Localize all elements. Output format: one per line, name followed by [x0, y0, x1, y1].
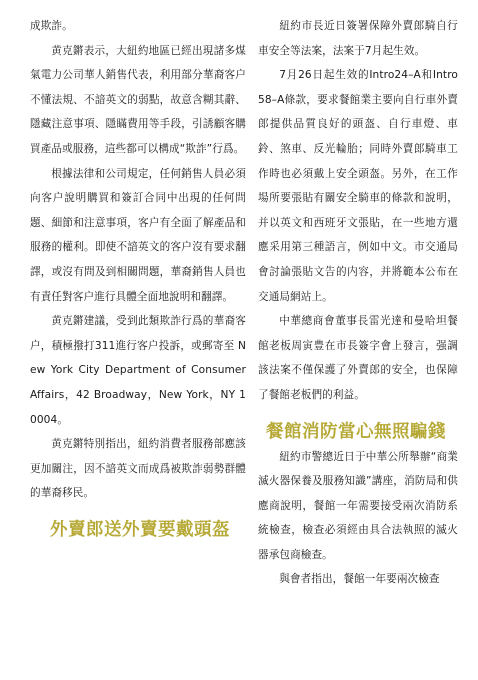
right-paragraph-3: 中華總商會董事長雷光達和曼哈坦餐館老板周寅豊在市長簽字會上發言，强調該法案不僅保護了外賣郎的安全，也保障了餐館老板們的利益。	[258, 315, 458, 401]
right-paragraph-4: 紐約市警總近日于中華公所舉辦“商業滅火器保養及服務知識”講座，消防局和供應商說明，餐館一年需要接受兩次消防系統檢查，檢查必須經由具合法執照的滅火器承包商檢查。	[258, 450, 458, 561]
left-paragraph-1: 成欺詐。	[30, 20, 73, 32]
left-paragraph-5: 黄克鏘特別指出，紐約消費者服務部應該更加關注，因不諳英文而成爲被欺詐弱勢群體的華裔移民。	[30, 438, 246, 500]
left-column	[30, 14, 246, 541]
right-paragraph-1: 紐約市長近日簽署保障外賣郎騎自行車安全等法案，法案于7月起生效。	[258, 20, 458, 57]
article-headline-delivery-helmet: 外賣郎送外賣要戴頭盔	[50, 519, 230, 540]
left-paragraph-2: 黄克鏘表示，大紐約地區已經出現諸多煤氣電力公司華人銷售代表，利用部分華裔客户不懂法規、不諳英文的弱點，故意含糊其辭、隱藏注意事項、隱瞞費用等手段，引誘顧客購買產品或服務，這些都可以構成“欺詐”行爲。	[30, 44, 246, 155]
article-headline-fire-safety: 餐館消防當心無照騙錢	[266, 421, 446, 442]
left-paragraph-3: 根據法律和公司規定，任何銷售人員必須向客户說明購買和簽訂合同中出現的任何問題、細節和注意事項，客户有全面了解產品和服務的權利。即使不諳英文的客户沒有要求翻譯，或沒有問及到相關問題，華裔銷售人員也有責任對客户進行具體全面地說明和翻譯。	[30, 167, 246, 303]
right-paragraph-2: 7月26日起生效的Intro24–A和Intro58–A條款，要求餐館業主要向自行車外賣郎提供品質良好的頭盔、自行車燈、車鈴、煞車、反光輪胎；同時外賣郎騎車工作時也必須戴上安全頭盔。另外，在工作場所要張貼有關安全騎車的條款和說明，并以英文和西班牙文張貼，在一些地方還應采用第三種語言，例如中文。市交通局會討論張貼文告的内容，并將範本公布在交通局網站上。	[258, 69, 458, 303]
right-column	[258, 14, 458, 592]
left-paragraph-4: 黄克鏘建議，受到此類欺詐行爲的華裔客户，積極撥打311進行客户投訴，或郵寄至 New York City Department of Consumer Affairs，42 Broadway，New York，NY 10004。	[30, 315, 246, 426]
right-paragraph-5: 與會者指出，餐館一年要兩次檢查	[279, 573, 440, 586]
